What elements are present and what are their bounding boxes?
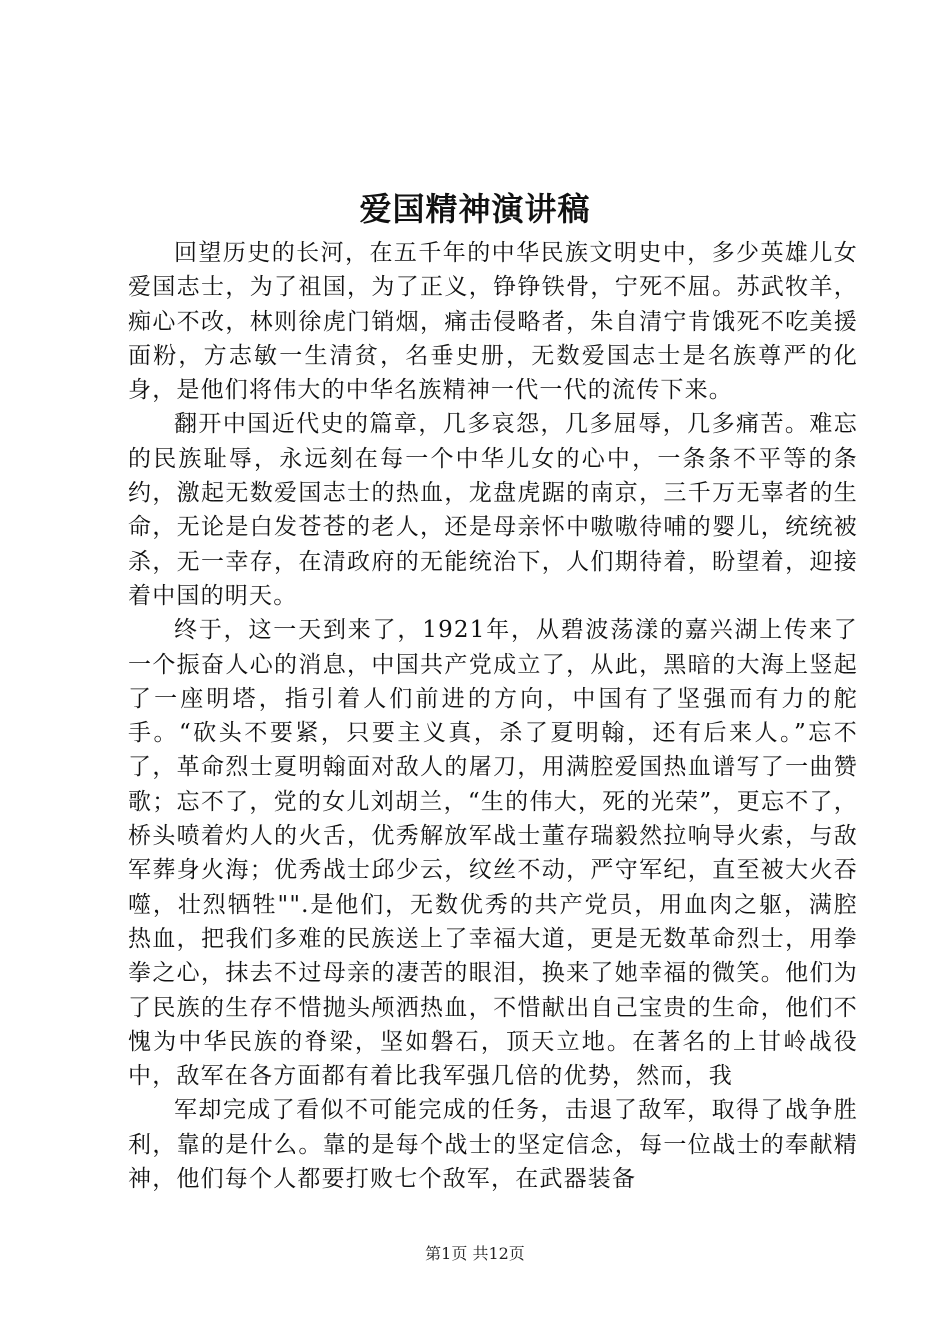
paragraph-3: 终于，这一天到来了，1921年，从碧波荡漾的嘉兴湖上传来了一个振奋人心的消息，中国共产党成立了，从此，黑暗的大海上竖起了一座明塔，指引着人们前进的方向，中国有了坚强而有力的舵手。“砍头不要紧，只要主义真，杀了夏明翰，还有后来人。”忘不了，革命烈士夏明翰面对敌人的屠刀，用满腔爱国热血谱写了一曲赞歌；忘不了，党的女儿刘胡兰，“生的伟大，死的光荣”，更忘不了，桥头喷着灼人的火舌，优秀解放军战士董存瑞毅然拉响导火索，与敌军葬身火海；优秀战士邱少云，纹丝不动，严守军纪，直至被大火吞噬，壮烈牺牲"".是他们，无数优秀的共产党员，用血肉之躯，满腔热血，把我们多难的民族送上了幸福大道，更是无数革命烈士，用拳拳之心，抹去不过母亲的凄苦的眼泪，换来了她幸福的微笑。他们为了民族的生存不惜抛头颅洒热血，不惜献出自己宝贵的生命，他们不愧为中华民族的脊梁，坚如磐石，顶天立地。在著名的上甘岭战役中，敌军在各方面都有着比我军强几倍的优势，然而，我	[128, 617, 858, 1090]
page-footer: 第1页 共12页	[425, 1244, 525, 1263]
paragraph-1: 回望历史的长河，在五千年的中华民族文明史中，多少英雄儿女爱国志士，为了祖国，为了正义，铮铮铁骨，宁死不屈。苏武牧羊，痴心不改，林则徐虎门销烟，痛击侵略者，朱自清宁肯饿死不吃美援面粉，方志敏一生清贫，名垂史册，无数爱国志士是名族尊严的化身，是他们将伟大的中华名族精神一代一代的流传下来。	[128, 240, 858, 404]
paragraph-4: 军却完成了看似不可能完成的任务，击退了敌军，取得了战争胜利，靠的是什么。靠的是每个战士的坚定信念，每一位战士的奉献精神，他们每个人都要打败七个敌军，在武器装备	[128, 1097, 858, 1193]
document-body	[128, 236, 858, 1196]
paragraph-2: 翻开中国近代史的篇章，几多哀怨，几多屈辱，几多痛苦。难忘的民族耻辱，永远刻在每一个中华儿女的心中，一条条不平等的条约，激起无数爱国志士的热血，龙盘虎踞的南京，三千万无辜者的生命，无论是白发苍苍的老人，还是母亲怀中嗷嗷待哺的婴儿，统统被杀，无一幸存，在清政府的无能统治下，人们期待着，盼望着，迎接着中国的明天。	[128, 411, 858, 609]
document-title: 爱国精神演讲稿	[359, 190, 591, 228]
